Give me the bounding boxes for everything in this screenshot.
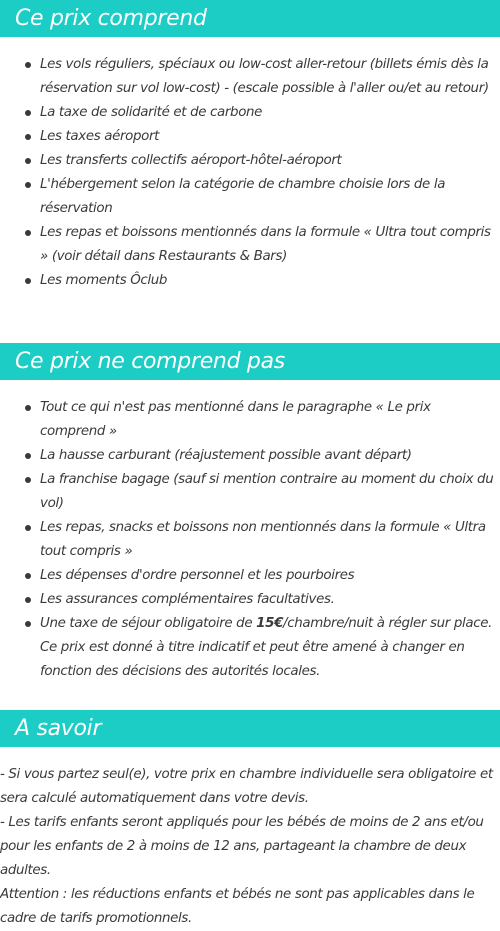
list-item: Les dépenses d'ordre personnel et les pourboires	[0, 564, 500, 588]
list-item-tax: Une taxe de séjour obligatoire de 15€/chambre/nuit à régler sur place. Ce prix est donné à titre indicatif et peut être amené à changer en fonction des décisions des autorités locales.	[0, 612, 500, 684]
bullet-icon	[25, 62, 31, 68]
bullet-icon	[25, 134, 31, 140]
section-header-excludes	[0, 343, 500, 380]
list-item: Tout ce qui n'est pas mentionné dans le paragraphe « Le prix comprend »	[0, 396, 500, 444]
bullet-icon	[25, 230, 31, 236]
section-header-includes	[0, 0, 500, 37]
bullet-icon	[25, 278, 31, 284]
info-paragraph: Attention : les réductions enfants et bébés ne sont pas applicables dans le cadre de tarifs promotionnels.	[0, 887, 475, 926]
section-title-info: A savoir	[15, 716, 102, 741]
list-item: Les repas, snacks et boissons non mentionnés dans la formule « Ultra tout compris »	[0, 516, 500, 564]
bullet-icon	[25, 525, 31, 531]
bullet-icon	[25, 158, 31, 164]
list-item: La hausse carburant (réajustement possible avant départ)	[0, 444, 500, 468]
list-item: Les repas et boissons mentionnés dans la formule « Ultra tout compris » (voir détail dans Restaurants & Bars)	[0, 221, 500, 269]
list-item: Les taxes aéroport	[0, 125, 500, 149]
info-paragraph: - Si vous partez seul(e), votre prix en chambre individuelle sera obligatoire et sera calculé automatiquement dans votre devis.	[0, 767, 493, 806]
bullet-icon	[25, 182, 31, 188]
list-item: Les transferts collectifs aéroport-hôtel-aéroport	[0, 149, 500, 173]
list-item: La taxe de solidarité et de carbone	[0, 101, 500, 125]
tax-amount: 15€	[256, 616, 284, 631]
list-item: Les vols réguliers, spéciaux ou low-cost aller-retour (billets émis dès la réservation sur vol low-cost) - (escale possible à l'aller ou/et au retour)	[0, 53, 500, 101]
excludes-list	[0, 396, 500, 684]
bullet-icon	[25, 453, 31, 459]
list-item: L'hébergement selon la catégorie de chambre choisie lors de la réservation	[0, 173, 500, 221]
section-header-info	[0, 710, 500, 747]
section-title-excludes: Ce prix ne comprend pas	[15, 349, 285, 374]
bullet-icon	[25, 621, 31, 627]
includes-list	[0, 53, 500, 293]
bullet-icon	[25, 573, 31, 579]
bullet-icon	[25, 477, 31, 483]
info-paragraphs	[0, 763, 500, 931]
list-item: La franchise bagage (sauf si mention contraire au moment du choix du vol)	[0, 468, 500, 516]
list-item: Les moments Ôclub	[0, 269, 500, 293]
bullet-icon	[25, 597, 31, 603]
bullet-icon	[25, 110, 31, 116]
bullet-icon	[25, 405, 31, 411]
list-item: Les assurances complémentaires facultatives.	[0, 588, 500, 612]
info-paragraph: - Les tarifs enfants seront appliqués pour les bébés de moins de 2 ans et/ou pour les enfants de 2 à moins de 12 ans, partageant la chambre de deux adultes.	[0, 815, 484, 878]
section-title-includes: Ce prix comprend	[15, 6, 207, 31]
